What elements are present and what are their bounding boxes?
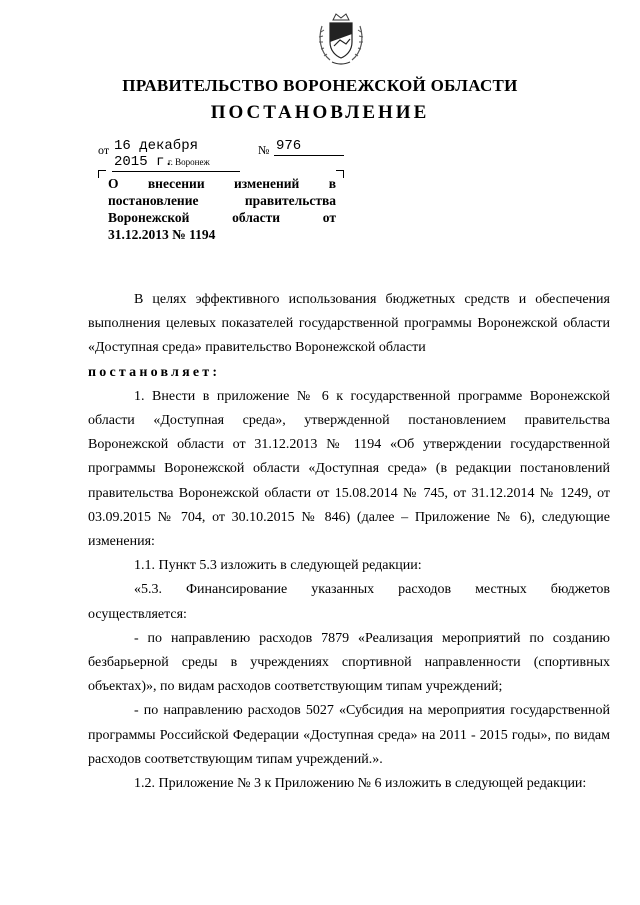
document-number: 976 xyxy=(274,138,344,156)
paragraph-1: 1. Внести в приложение № 6 к государственной программе Воронежской области «Доступная среда», утвержденной постановлением правительства Воронежской области от 31.12.2013 № 1194 «Об утверждении государственной программы Воронежской области «Доступная среда» (в редакции постановлений правительства Воронежской области от 15.08.2014 № 745, от 31.12.2014 № 1249, от 03.09.2015 № 704, от 30.10.2015 № 846) (далее – Приложение № 6), следующие изменения: xyxy=(88,388,610,550)
organization-name: ПРАВИТЕЛЬСТВО ВОРОНЕЖСКОЙ ОБЛАСТИ xyxy=(122,76,518,95)
subject-bracket-right xyxy=(336,170,344,178)
paragraph-dash-a: - по направлению расходов 7879 «Реализация мероприятий по созданию безбарьерной среды в учреждениях спортивной направленности (спортивных объектах)», по видам расходов соответствующим типам учреждений; xyxy=(88,630,610,695)
decree-word: постановляет xyxy=(88,364,213,380)
document-type: ПОСТАНОВЛЕНИЕ xyxy=(210,102,430,123)
document-body xyxy=(88,288,610,796)
subject-line-2: постановление правительства xyxy=(108,193,336,208)
preamble-paragraph: В целях эффективного использования бюджетных средств и обеспечения выполнения целевых показателей государственной программы Воронежской области «Доступная среда» правительство Воронежской области xyxy=(88,292,610,356)
paragraph-dash-b: - по направлению расходов 5027 «Субсидия на мероприятия государственной программы Российской Федерации «Доступная среда» на 2011 - 2015 годы», по видам расходов соответствующим типам учреждений.». xyxy=(88,703,610,767)
subject-line-4: 31.12.2013 № 1194 xyxy=(108,227,216,242)
paragraph-1-2: 1.2. Приложение № 3 к Приложению № 6 изложить в следующей редакции: xyxy=(134,776,587,792)
subject-line-3: Воронежской области от xyxy=(108,210,336,225)
subject-bracket-left xyxy=(98,170,106,178)
paragraph-1-1: 1.1. Пункт 5.3 изложить в следующей редакции: xyxy=(134,558,422,574)
paragraph-5-3: «5.3. Финансирование указанных расходов местных бюджетов осуществляется: xyxy=(88,582,610,622)
coat-of-arms-icon xyxy=(316,12,366,66)
subject-line-1: О внесении изменений в xyxy=(108,176,336,191)
city: г. Воронеж xyxy=(168,157,210,167)
number-prefix: № xyxy=(258,143,270,157)
decree-line: постановляет: xyxy=(88,364,218,380)
date-prefix: от xyxy=(98,143,110,157)
document-date: 16 декабря 2015 г. xyxy=(112,138,240,172)
